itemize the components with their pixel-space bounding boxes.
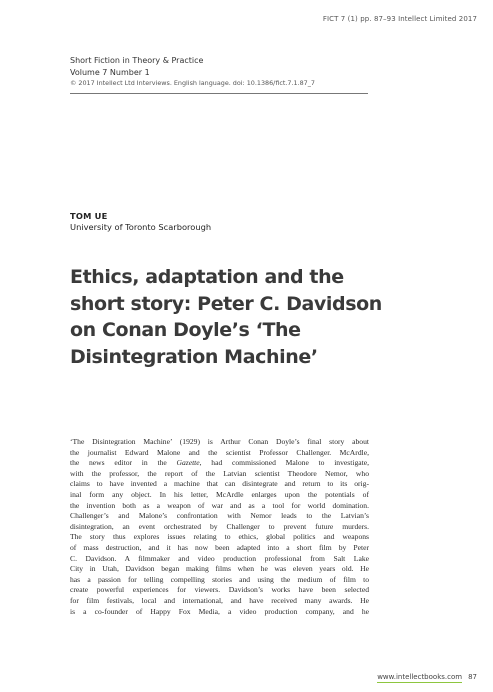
header-rule	[70, 93, 368, 94]
title-line: on Conan Doyle’s ‘The	[70, 319, 301, 341]
article-title	[70, 264, 382, 370]
body-line: the journalist Edward Malone and the scientist Professor Challenger. McArdle,	[70, 447, 369, 457]
body-text	[70, 437, 369, 617]
copyright-doi: © 2017 Intellect Ltd Interviews. English language. doi: 10.1386/fict.7.1.87_7	[70, 79, 315, 87]
journal-volume: Volume 7 Number 1	[70, 67, 150, 77]
body-line: the news editor in the Gazette, had commissioned Malone to investigate,	[70, 458, 369, 468]
body-line: create powerful experiences for viewers. Davidson’s works have been selected	[70, 585, 369, 595]
author-affiliation: University of Toronto Scarborough	[70, 222, 212, 232]
journal-name: Short Fiction in Theory & Practice	[70, 56, 204, 65]
body-line: for film festivals, local and international, and have received many awards. He	[70, 595, 369, 605]
body-line: ‘The Disintegration Machine’ (1929) is Arthur Conan Doyle’s final story about	[70, 437, 369, 446]
body-line: with the professor, the report of the Latvian scientist Theodore Nemor, who	[70, 468, 369, 478]
publisher-url-link[interactable]: www.intellectbooks.com	[377, 673, 463, 681]
body-line: The story thus explores issues relating to ethics, global politics and weapons	[70, 532, 369, 542]
page-number: 87	[468, 673, 477, 681]
body-line: Challenger’s and Malone’s confrontation with Nemor leads to the Latvian’s	[70, 511, 369, 521]
title-line: Disintegration Machine’	[70, 345, 318, 368]
body-line: of mass destruction, and it has now been adapted into a short film by Peter	[70, 542, 369, 552]
body-line: inal form any object. In his letter, McArdle enlarges upon the potentials of	[70, 489, 369, 499]
title-line: short story: Peter C. Davidson	[70, 292, 382, 315]
body-line: has a passion for telling compelling stories and using the medium of film to	[70, 574, 369, 584]
journal-info	[70, 55, 370, 88]
author-name: TOM UE	[70, 211, 108, 221]
title-line: Ethics, adaptation and the	[70, 266, 344, 288]
body-line: disintegration, an event orchestrated by Challenger to prevent future murders.	[70, 521, 369, 531]
body-line: claims to have invented a machine that can disintegrate and return to its orig-	[70, 479, 369, 489]
body-line: C. Davidson. A filmmaker and video production professional from Salt Lake	[70, 553, 369, 563]
author-block	[70, 211, 211, 233]
footer	[377, 673, 477, 683]
body-line: City in Utah, Davidson began making films when he was eleven years old. He	[70, 564, 369, 574]
body-line: the invention both as a weapon of war and as a tool for world domination.	[70, 500, 369, 510]
publication-title: Gazette	[176, 458, 200, 468]
body-line: is a co-founder of Happy Fox Media, a video production company, and he	[70, 606, 369, 616]
running-head: FICT 7 (1) pp. 87–93 Intellect Limited 2017	[322, 15, 477, 23]
